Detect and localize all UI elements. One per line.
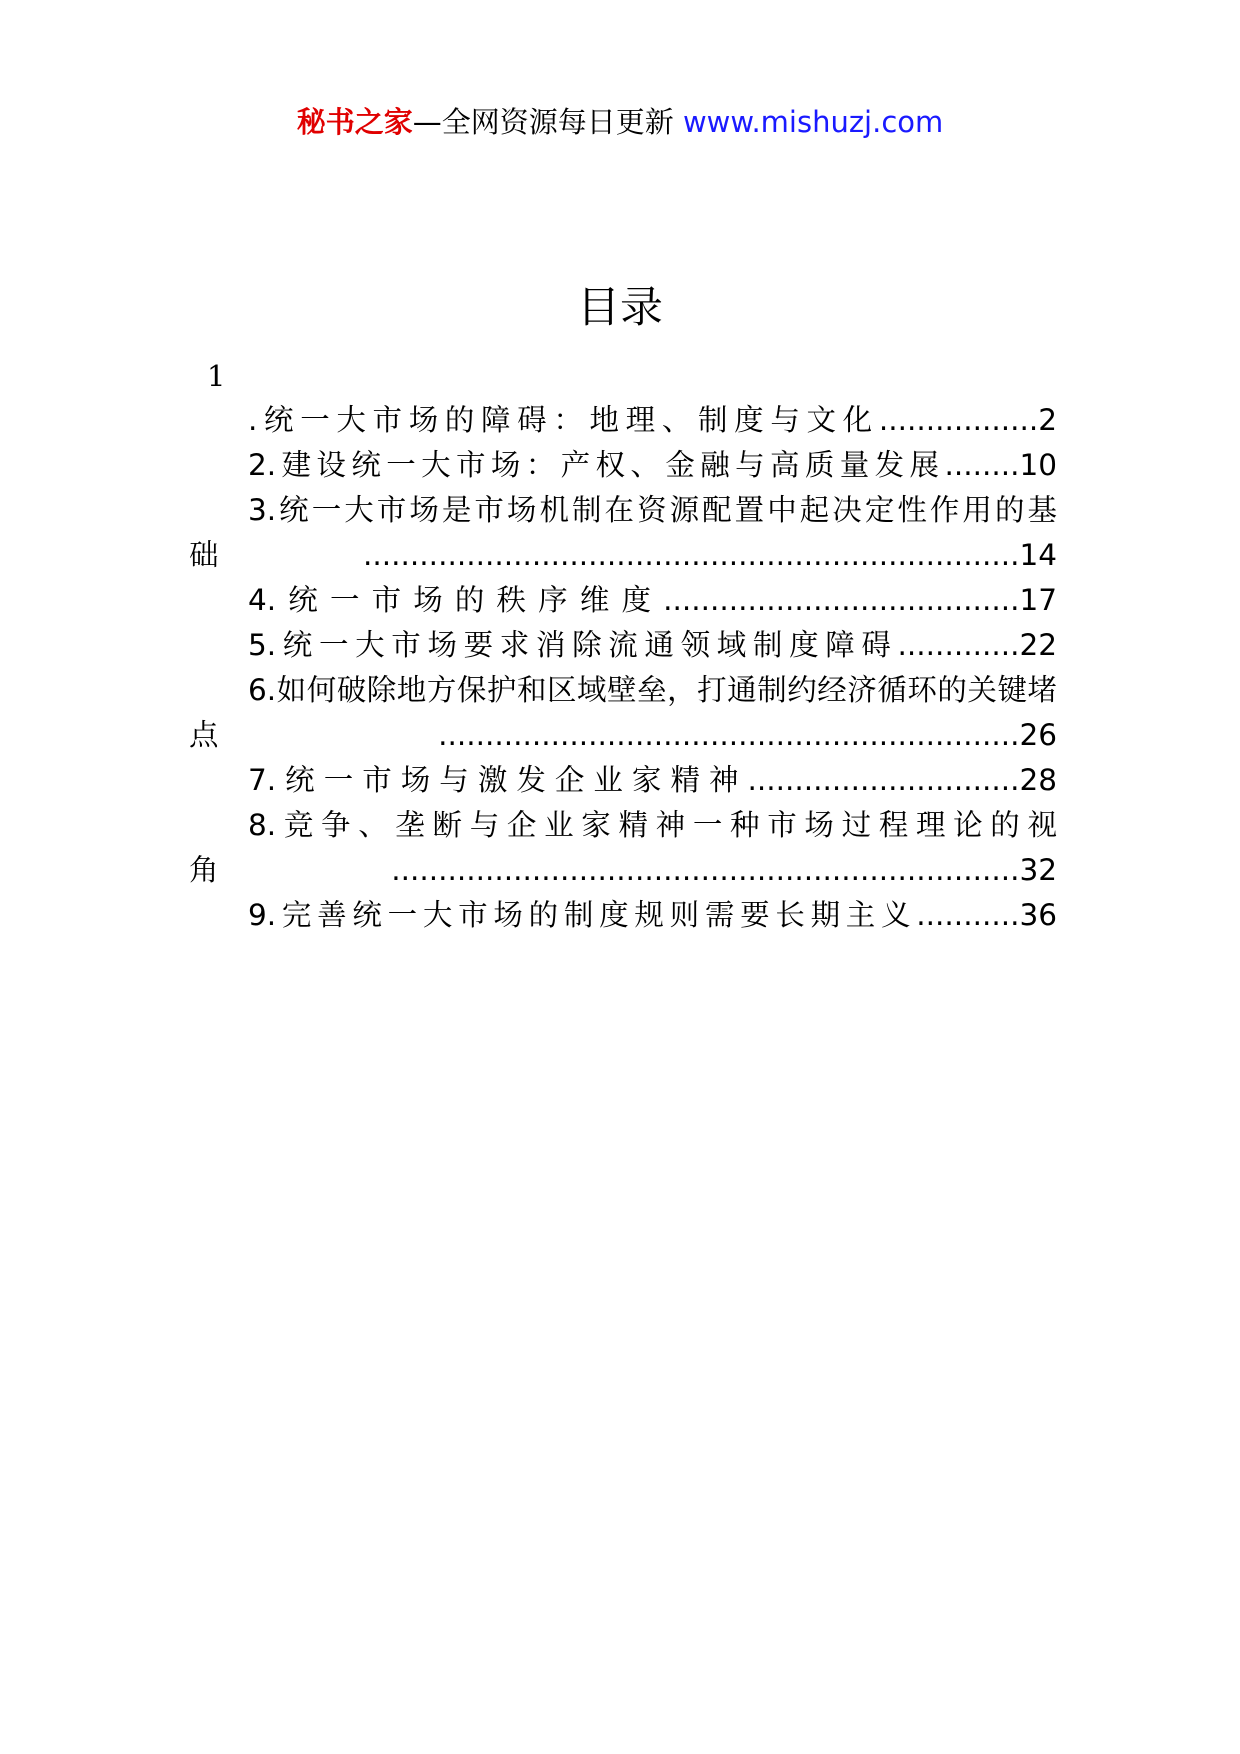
toc-entry[interactable]: 6.如何破除地方保护和区域壁垒，打通制约经济循环的关键堵点..............................................................26 [189,673,1057,752]
site-tagline: —全网资源每日更新 [412,105,683,139]
toc-entry[interactable]: .统一大市场的障碍：地理、制度与文化.................2 [248,403,1057,437]
toc-entry[interactable]: 8.竞争、垄断与企业家精神一种市场过程理论的视角...................................................................32 [189,808,1057,887]
toc-entry[interactable]: 9.完善统一大市场的制度规则需要长期主义...........36 [248,898,1057,932]
site-header [0,102,1240,142]
toc-entry[interactable]: 3.统一大市场是市场机制在资源配置中起决定性作用的基础......................................................................14 [189,493,1057,572]
toc-title: 目录 [577,283,663,333]
toc-entry[interactable]: 4.统一市场的秩序维度......................................17 [248,583,1057,617]
toc-number-marker: 1 [207,359,226,393]
toc-entry[interactable]: 7.统一市场与激发企业家精神.............................28 [248,763,1057,797]
site-brand: 秘书之家 [296,105,413,139]
table-of-contents [189,398,1057,938]
site-url-link[interactable]: www.mishuzj.com [682,105,944,139]
toc-entry[interactable]: 5.统一大市场要求消除流通领域制度障碍.............22 [248,628,1057,662]
toc-entry[interactable]: 2.建设统一大市场：产权、金融与高质量发展........10 [248,448,1057,482]
